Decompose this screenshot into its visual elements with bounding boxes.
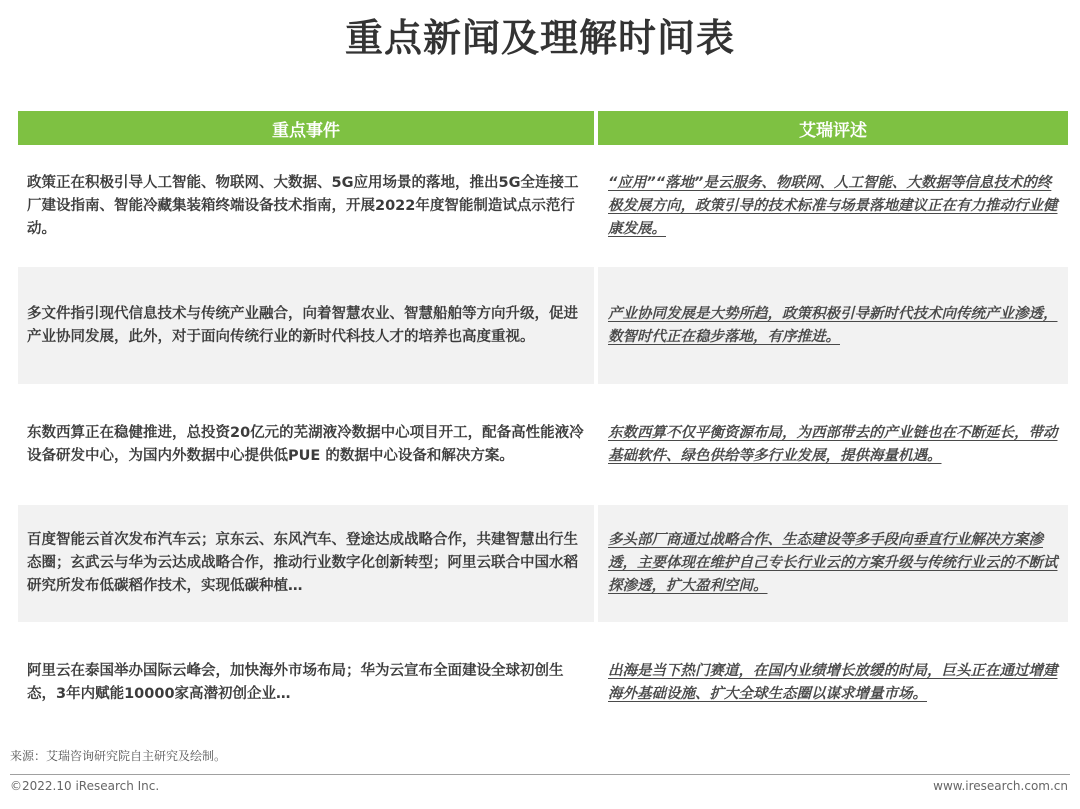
source-note: 来源：艾瑞咨询研究院自主研究及绘制。 [10,749,227,763]
copyright: ©2022.10 iResearch Inc. [10,779,160,793]
table-row [18,624,1068,741]
comment-cell [598,267,1068,384]
comment-text: “应用”“落地”是云服务、物联网、人工智能、大数据等信息技术的终极发展方向，政策引导的技术标准与场景落地建议正在有力推动行业健康发展。 [608,175,1058,237]
comment-text: 产业协同发展是大势所趋，政策积极引导新时代技术向传统产业渗透，数智时代正在稳步落地，有序推进。 [608,305,1058,345]
news-table [18,111,1068,741]
comment-cell [598,148,1068,265]
table-row [18,386,1068,503]
comment-cell [598,624,1068,741]
website-link[interactable]: www.iresearch.com.cn [933,779,1068,793]
header-iresearch-comment: 艾瑞评述 [598,111,1068,145]
page-title: 重点新闻及理解时间表 [344,16,735,60]
event-cell: 东数西算正在稳健推进，总投资20亿元的芜湖液冷数据中心项目开工，配备高性能液冷设备研发中心，为国内外数据中心提供低PUE 的数据中心设备和解决方案。 [27,424,584,464]
comment-cell [598,386,1068,503]
event-cell: 阿里云在泰国举办国际云峰会，加快海外市场布局；华为云宣布全面建设全球初创生态，3年内赋能10000家高潜初创企业… [27,662,564,702]
comment-cell [598,505,1068,622]
table-row [18,505,1068,622]
event-cell: 多文件指引现代信息技术与传统产业融合，向着智慧农业、智慧船舶等方向升级，促进产业协同发展，此外，对于面向传统行业的新时代科技人才的培养也高度重视。 [18,267,594,384]
table-header [18,111,1068,145]
event-cell: 百度智能云首次发布汽车云；京东云、东风汽车、登途达成战略合作，共建智慧出行生态圈；玄武云与华为云达成战略合作，推动行业数字化创新转型；阿里云联合中国水稻研究所发布低碳稻作技术，实现低碳种植… [18,505,594,622]
event-cell: 政策正在积极引导人工智能、物联网、大数据、5G应用场景的落地，推出5G全连接工厂建设指南、智能冷藏集装箱终端设备技术指南，开展2022年度智能制造试点示范行动。 [27,175,579,237]
comment-text: 多头部厂商通过战略合作、生态建设等多手段向垂直行业解决方案渗透，主要体现在维护自己专长行业云的方案升级与传统行业云的不断试探渗透，扩大盈利空间。 [608,532,1058,594]
comment-text: 出海是当下热门赛道，在国内业绩增长放缓的时局，巨头正在通过增建海外基础设施、扩大全球生态圈以谋求增量市场。 [608,662,1058,702]
header-key-events: 重点事件 [18,111,594,145]
comment-text: 东数西算不仅平衡资源布局，为西部带去的产业链也在不断延长，带动基础软件、绿色供给等多行业发展，提供海量机遇。 [608,424,1058,464]
footer-divider [10,774,1070,775]
table-row [18,267,1068,384]
table-row [18,148,1068,265]
